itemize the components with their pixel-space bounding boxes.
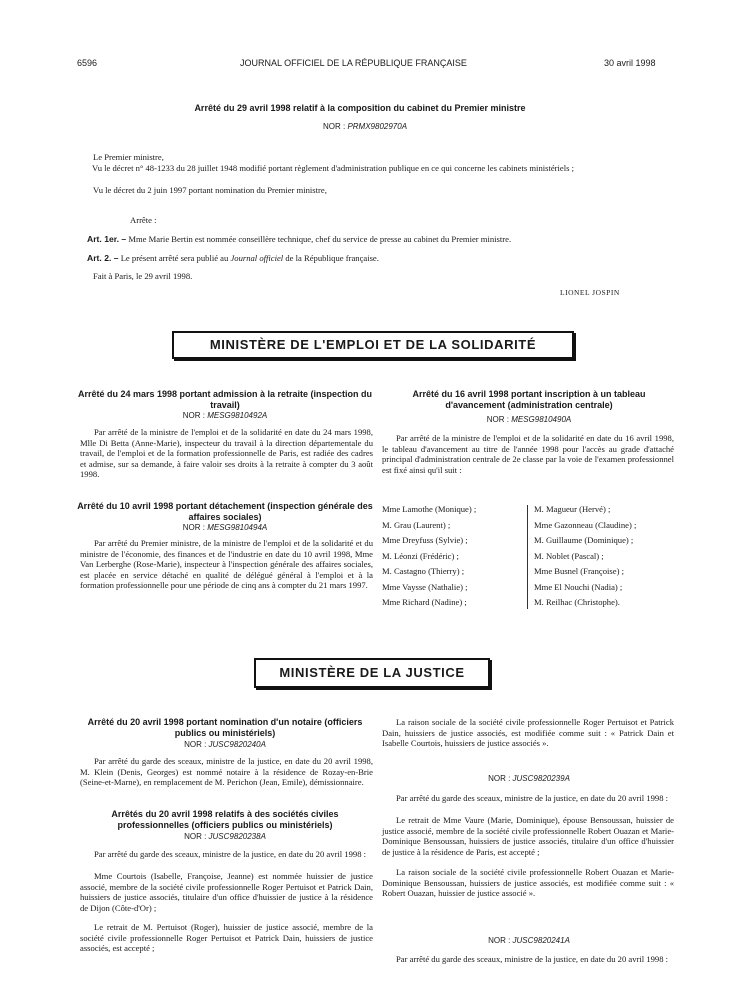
justice-nor-2: NOR : JUSC9820239A bbox=[488, 774, 570, 783]
cabinet-decree-title: Arrêté du 29 avril 1998 relatif à la composition du cabinet du Premier ministre bbox=[194, 103, 526, 113]
list-item: M. Grau (Laurent) ; bbox=[382, 519, 451, 530]
emploi-tableau-text: Par arrêté de la ministre de l'emploi et de la solidarité en date du 16 avril 1998, le tableau d'avancement au titre de l'année 1998 pour l'accès au grade d'attaché principal d'administration centrale de 2e classe par la voie de l'examen professionnel est fixé ainsi qu'il suit : bbox=[382, 433, 674, 475]
nor-code: JUSC9820239A bbox=[512, 774, 570, 783]
nor-code: MESG9810490A bbox=[511, 415, 572, 424]
justice-notaire-text: Par arrêté du garde des sceaux, ministre de la justice, en date du 20 avril 1998, M. Klein (Denis, Georges) est nommé notaire à la résidence de Rozay-en-Brie (Seine-et-Marne), en remplacement de M. Perichon (Jean, Emile), démissionnaire. bbox=[80, 756, 373, 787]
list-item: M. Magueur (Hervé) ; bbox=[534, 504, 611, 514]
cabinet-article-2 bbox=[87, 253, 677, 264]
justice-notaire-nor: NOR : JUSC9820240A bbox=[184, 740, 266, 749]
promotion-list-right bbox=[534, 502, 679, 611]
list-item: Mme Gazonneau (Claudine) ; bbox=[534, 519, 637, 530]
list-item: Mme Richard (Nadine) ; bbox=[382, 597, 467, 607]
nor-code: MESG9810494A bbox=[207, 523, 268, 532]
nor-code: JUSC9820238A bbox=[208, 832, 266, 841]
justice-right-para-2: Par arrêté du garde des sceaux, ministre de la justice, en date du 20 avril 1998 : bbox=[396, 793, 669, 803]
article-1-text: Mme Marie Bertin est nommée conseillère technique, chef du service de presse au cabinet du Premier ministre. bbox=[128, 234, 512, 244]
ministry-emploi-banner: MINISTÈRE DE L'EMPLOI ET DE LA SOLIDARITÉ bbox=[172, 331, 574, 359]
issue-date: 30 avril 1998 bbox=[604, 58, 656, 68]
cabinet-arrete: Arrête : bbox=[130, 215, 157, 225]
nor-code: PRMX9802970A bbox=[347, 122, 408, 131]
cabinet-line-1: Le Premier ministre, bbox=[93, 152, 164, 162]
ministry-justice-banner: MINISTÈRE DE LA JUSTICE bbox=[254, 658, 490, 688]
column-divider bbox=[527, 505, 528, 609]
cabinet-line-3: Vu le décret du 2 juin 1997 portant nomination du Premier ministre, bbox=[93, 185, 327, 195]
emploi-retraite-nor: NOR : MESG9810492A bbox=[182, 411, 268, 420]
list-item: M. Noblet (Pascal) ; bbox=[534, 550, 604, 561]
emploi-retraite-title: Arrêté du 24 mars 1998 portant admission à la retraite (inspection du travail) bbox=[77, 389, 373, 410]
cabinet-line-2: Vu le décret n° 48-1233 du 28 juillet 1948 modifié portant règlement d'administration publique en ce qui concerne les cabinets ministériels ; bbox=[92, 163, 575, 173]
signature: LIONEL JOSPIN bbox=[560, 288, 620, 297]
list-item: M. Reilhac (Christophe). bbox=[534, 597, 620, 607]
list-item: Mme Dreyfuss (Sylvie) ; bbox=[382, 535, 468, 545]
emploi-tableau-nor: NOR : MESG9810490A bbox=[486, 415, 572, 424]
emploi-detachement-text: Par arrêté du Premier ministre, de la ministre de l'emploi et de la solidarité et du ministre de l'économie, des finances et de l'industrie en date du 10 avril 1998, Mme Van Lerberghe (Rose-Marie), inspecteur à l'inspection générale des affaires sociales, est placée en service détaché en qualité de délégué général à l'emploi et à la formation professionnelle pour une période de cinq ans à compter du 21 mars 1997. bbox=[80, 538, 373, 590]
list-item: M. Castagno (Thierry) ; bbox=[382, 566, 465, 576]
justice-scp-para-2: Mme Courtois (Isabelle, Françoise, Jeanne) est nommée huissier de justice associé, membre de la société civile professionnelle Roger Pertuisot et Patrick Dain, huissiers de justice associés, titulaire d'un office d'huissier de justice à la résidence de Dijon (Côte-d'Or) ; bbox=[80, 871, 373, 913]
cabinet-article-1 bbox=[87, 234, 677, 245]
nor-code: JUSC9820240A bbox=[208, 740, 266, 749]
justice-raison-sociale-1: La raison sociale de la société civile professionnelle Roger Pertuisot et Patrick Dain, huissiers de justice associés, est modifiée comme suit : « Patrick Dain et Isabelle Courtois, huissiers de justice associés ». bbox=[382, 717, 674, 748]
justice-nor-3: NOR : JUSC9820241A bbox=[488, 936, 570, 945]
article-2-journal: Journal officiel bbox=[230, 253, 284, 263]
journal-title: JOURNAL OFFICIEL DE LA RÉPUBLIQUE FRANÇAISE bbox=[240, 58, 467, 68]
article-2-label: Art. 2. – bbox=[87, 253, 119, 263]
justice-scp-nor: NOR : JUSC9820238A bbox=[184, 832, 266, 841]
justice-notaire-title: Arrêté du 20 avril 1998 portant nomination d'un notaire (officiers publics ou ministériels) bbox=[87, 717, 363, 738]
list-item: Mme El Nouchi (Nadia) ; bbox=[534, 581, 623, 592]
justice-scp-title: Arrêtés du 20 avril 1998 relatifs à des sociétés civiles professionnelles (officiers publics ou ministériels) bbox=[111, 809, 339, 830]
emploi-detachement-nor: NOR : MESG9810494A bbox=[182, 523, 268, 532]
article-2-text-b: de la République française. bbox=[285, 253, 379, 263]
promotion-list-left bbox=[382, 502, 527, 611]
nor-code: JUSC9820241A bbox=[512, 936, 570, 945]
nor-label: NOR : bbox=[322, 122, 346, 131]
justice-right-para-4: La raison sociale de la société civile professionnelle Robert Ouazan et Marie-Dominique Bensoussan, huissiers de justice associés, est modifiée comme suit : « Robert Ouazan, huissier de justice associé ». bbox=[382, 867, 674, 898]
emploi-detachement-title: Arrêté du 10 avril 1998 portant détachement (inspection générale des affaires sociales) bbox=[77, 501, 373, 522]
list-item: Mme Busnel (Françoise) ; bbox=[534, 566, 624, 576]
article-1-label: Art. 1er. – bbox=[87, 234, 127, 244]
cabinet-nor bbox=[250, 122, 480, 131]
emploi-tableau-title: Arrêté du 16 avril 1998 portant inscription à un tableau d'avancement (administration centrale) bbox=[412, 389, 646, 410]
list-item: Mme Lamothe (Monique) ; bbox=[382, 504, 477, 514]
justice-scp-para-1: Par arrêté du garde des sceaux, ministre de la justice, en date du 20 avril 1998 : bbox=[94, 849, 367, 859]
page-number: 6596 bbox=[77, 58, 98, 68]
article-2-text-a: Le présent arrêté sera publié au bbox=[120, 253, 229, 263]
justice-right-para-3: Le retrait de Mme Vaure (Marie, Dominique), épouse Bensoussan, huissier de justice associé, membre de la société civile professionnelle Robert Ouazan et Marie-Dominique Bensoussan, huissiers de justice associés, titulaire d'un office d'huissier de justice à la résidence de Paris, est accepté ; bbox=[382, 815, 674, 857]
emploi-retraite-text: Par arrêté de la ministre de l'emploi et de la solidarité en date du 24 mars 1998, Mlle Di Betta (Anne-Marie), inspecteur du travail à la direction départementale du travail, de l'emploi et de la formation professionnelle de Paris, est radiée des cadres et admise, sur sa demande, à faire valoir ses droits à la retraite à compter du 3 août 1998. bbox=[80, 427, 373, 479]
nor-code: MESG9810492A bbox=[207, 411, 268, 420]
justice-right-para-5: Par arrêté du garde des sceaux, ministre de la justice, en date du 20 avril 1998 : bbox=[396, 954, 669, 964]
list-item: M. Guillaume (Dominique) ; bbox=[534, 535, 634, 545]
justice-scp-para-3: Le retrait de M. Pertuisot (Roger), huissier de justice associé, membre de la société civile professionnelle Roger Pertuisot et Patrick Dain, huissiers de justice associés, est accepté ; bbox=[80, 922, 373, 953]
list-item: M. Léonzi (Frédéric) ; bbox=[382, 550, 459, 561]
list-item: Mme Vaysse (Nathalie) ; bbox=[382, 581, 468, 592]
cabinet-done-at: Fait à Paris, le 29 avril 1998. bbox=[93, 271, 193, 281]
